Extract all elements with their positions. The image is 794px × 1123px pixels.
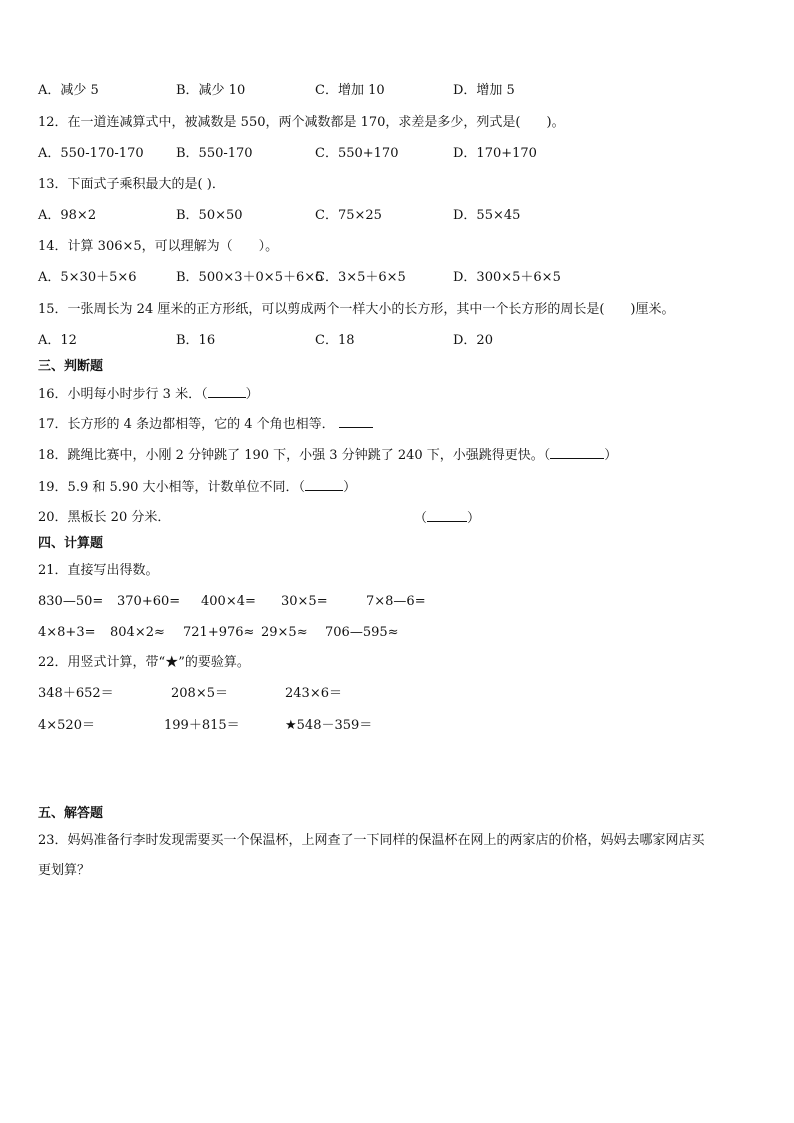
q18-close: ）	[604, 448, 618, 463]
q22-item: 4×520＝	[38, 718, 95, 733]
q19-close: ）	[343, 480, 357, 495]
q12-option-d: D．170+170	[453, 146, 537, 161]
q13-option-d: D．55×45	[453, 208, 521, 223]
q14-option-d: D．300×5＋6×5	[453, 270, 561, 285]
q21-item: 830—50=	[38, 594, 104, 609]
q16-answer-blank[interactable]	[208, 385, 246, 398]
q15-option-b: B．16	[176, 333, 216, 348]
q16-text: 16．小明每小时步行 3 米．（	[38, 387, 208, 402]
q18-answer-blank[interactable]	[550, 446, 604, 459]
q22-item: ★548－359＝	[285, 718, 373, 733]
q15-stem: 15．一张周长为 24 厘米的正方形纸，可以剪成两个一样大小的长方形，其中一个长方形的周长是( )厘米。	[38, 302, 675, 317]
q13-option-b: B．50×50	[176, 208, 243, 223]
q22-item: 208×5＝	[171, 686, 228, 701]
q13-option-a: A．98×2	[38, 208, 97, 223]
q11-option-b: B．减少 10	[176, 83, 246, 98]
section-heading-word-problems: 五、解答题	[38, 806, 104, 821]
q12-option-b: B．550-170	[176, 146, 253, 161]
q22-item: 199＋815＝	[164, 718, 240, 733]
q14-option-c: C．3×5＋6×5	[315, 270, 406, 285]
q19-line	[38, 478, 356, 497]
q17-answer-blank[interactable]	[339, 415, 373, 428]
q15-option-c: C．18	[315, 333, 355, 348]
q22-stem: 22．用竖式计算，带“★”的要验算。	[38, 655, 250, 670]
q13-stem: 13．下面式子乘积最大的是( )．	[38, 177, 225, 192]
q21-item: 706—595≈	[325, 625, 399, 640]
q17-text: 17．长方形的 4 条边都相等，它的 4 个角也相等．	[38, 417, 335, 432]
q20-line	[38, 509, 170, 527]
q22-item: 243×6＝	[285, 686, 342, 701]
q21-item: 7×8—6=	[366, 594, 426, 609]
q21-item: 804×2≈	[110, 625, 165, 640]
q17-line	[38, 415, 373, 434]
section-heading-calculation: 四、计算题	[38, 536, 104, 551]
q12-option-c: C．550+170	[315, 146, 399, 161]
q16-line	[38, 385, 259, 404]
q23-line2: 更划算？	[38, 863, 91, 878]
q14-option-a: A．5×30＋5×6	[38, 270, 137, 285]
q23-line1: 23．妈妈准备行李时发现需要买一个保温杯，上网查了一下同样的保温杯在网上的两家店的价格，妈妈去哪家网店买	[38, 833, 705, 848]
q15-option-d: D．20	[453, 333, 493, 348]
q20-answer-area	[414, 509, 480, 528]
q21-stem: 21．直接写出得数。	[38, 563, 159, 578]
q11-option-a: A．减少 5	[38, 83, 99, 98]
q13-option-c: C．75×25	[315, 208, 382, 223]
q12-option-a: A．550-170-170	[38, 146, 144, 161]
q21-item: 721+976≈	[183, 625, 255, 640]
q15-option-a: A．12	[38, 333, 77, 348]
q19-text: 19．5.9 和 5.90 大小相等，计数单位不同．（	[38, 480, 306, 495]
q14-stem: 14．计算 306×5，可以理解为（ ）。	[38, 239, 279, 254]
q11-option-d: D．增加 5	[453, 83, 515, 98]
q18-line	[38, 446, 617, 465]
q16-close: ）	[245, 387, 259, 402]
q18-text: 18．跳绳比赛中，小刚 2 分钟跳了 190 下，小强 3 分钟跳了 240 下，小强跳得更快。（	[38, 448, 551, 463]
section-heading-judgment: 三、判断题	[38, 359, 104, 374]
q20-close: ）	[467, 511, 481, 526]
q12-stem: 12．在一道连减算式中，被减数是 550，两个减数都是 170，求差是多少，列式是( )。	[38, 115, 565, 130]
q20-text: 20．黑板长 20 分米．	[38, 510, 171, 525]
q14-option-b: B．500×3＋0×5＋6×5	[176, 270, 324, 285]
q11-option-c: C．增加 10	[315, 83, 385, 98]
q21-item: 370+60=	[117, 594, 181, 609]
q21-item: 4×8+3=	[38, 625, 96, 640]
q20-open: （	[414, 511, 428, 526]
q19-answer-blank[interactable]	[305, 478, 343, 491]
q21-item: 29×5≈	[261, 625, 308, 640]
q21-item: 400×4=	[201, 594, 256, 609]
q21-item: 30×5=	[281, 594, 328, 609]
q22-item: 348＋652＝	[38, 686, 114, 701]
q20-answer-blank[interactable]	[427, 509, 467, 522]
